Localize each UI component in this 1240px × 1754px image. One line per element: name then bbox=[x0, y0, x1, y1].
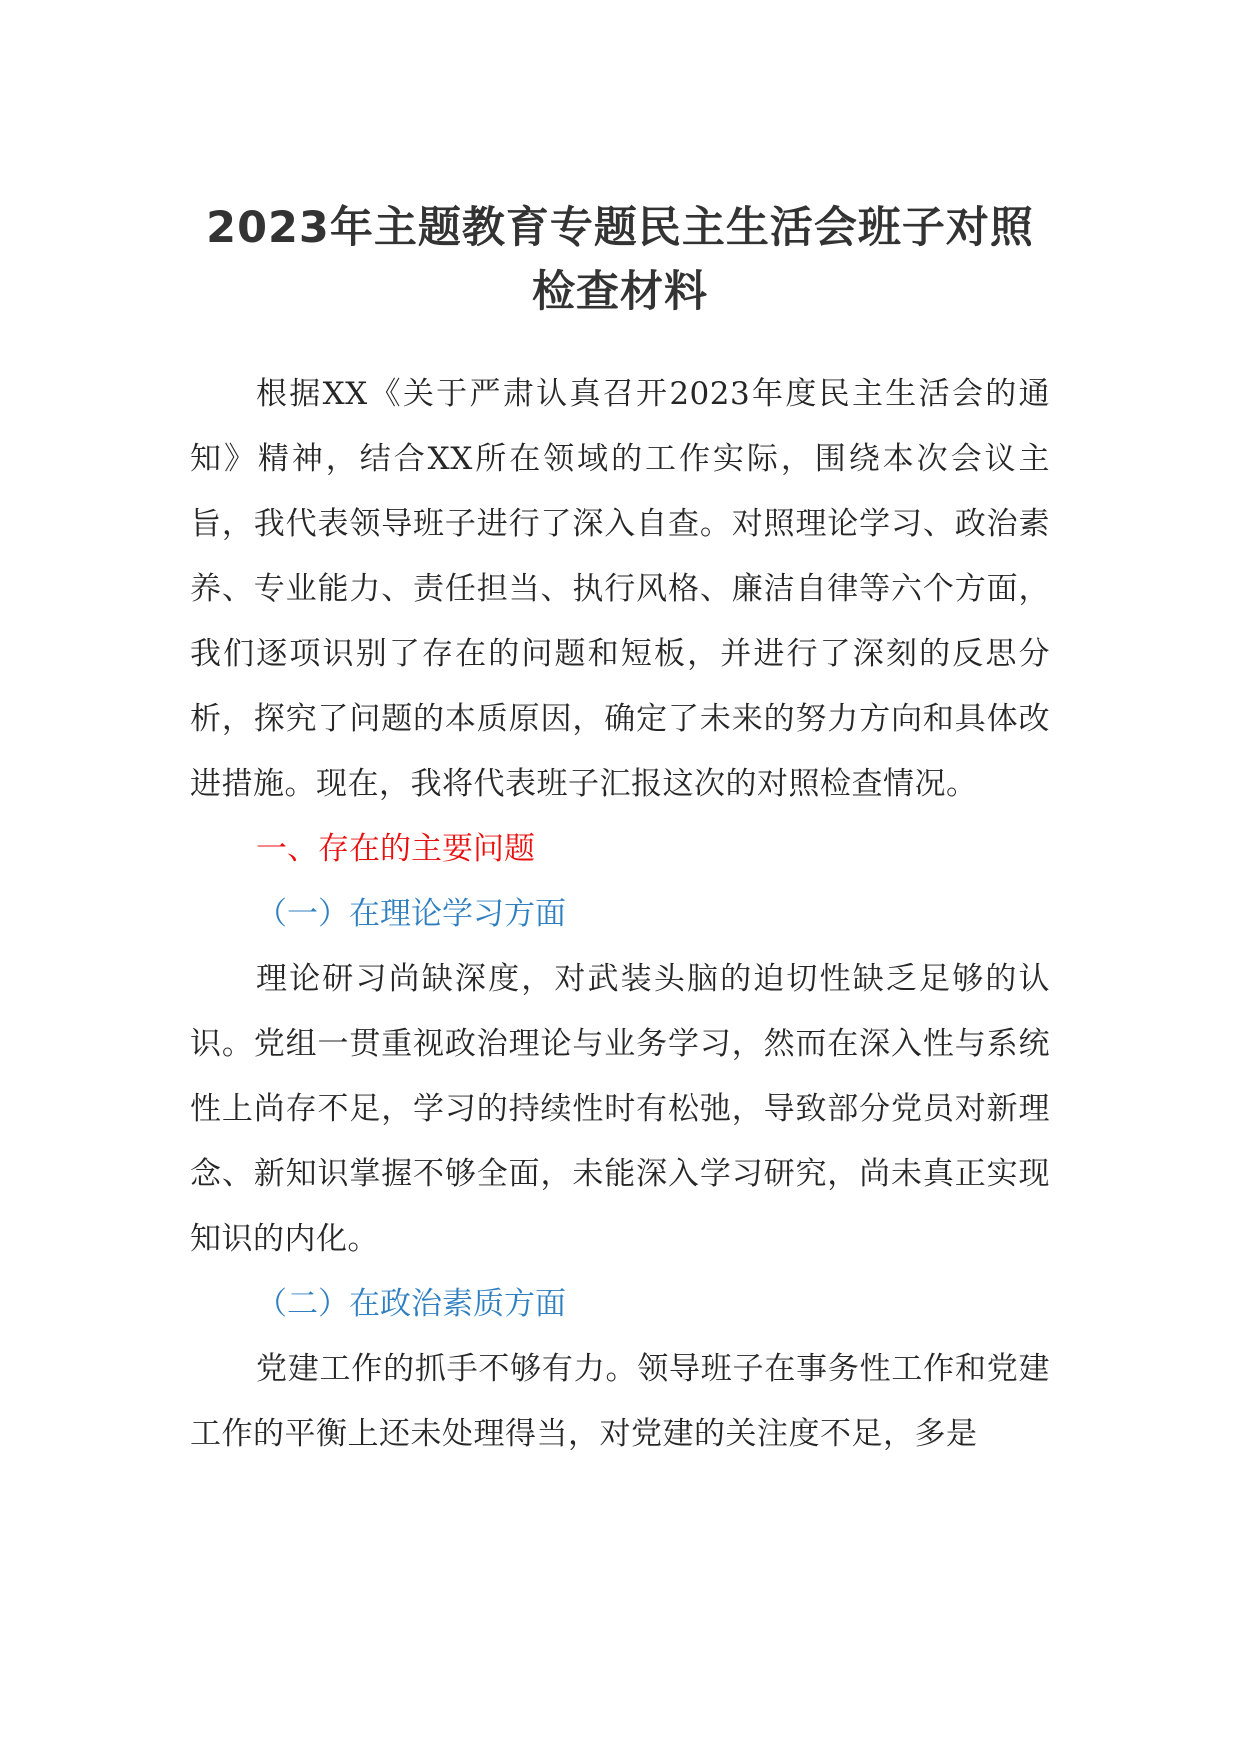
document-body bbox=[190, 362, 1050, 1467]
section-heading-main-problems: 一、存在的主要问题 bbox=[256, 831, 535, 867]
theory-study-paragraph: 理论研习尚缺深度，对武装头脑的迫切性缺乏足够的认识。党组一贯重视政治理论与业务学习，然而在深入性与系统性上尚存不足，学习的持续性时有松弛，导致部分党员对新理念、新知识掌握不够全面，未能深入学习研究，尚未真正实现知识的内化。 bbox=[190, 961, 1050, 1257]
title-line-1: 2023年主题教育专题民主生活会班子对照 bbox=[206, 203, 1034, 253]
subsection-heading-theory-study: （一）在理论学习方面 bbox=[256, 896, 566, 932]
subsection-heading-political-quality: （二）在政治素质方面 bbox=[256, 1286, 566, 1322]
title-line-2: 检查材料 bbox=[532, 267, 708, 317]
document-title bbox=[185, 196, 1055, 324]
political-quality-paragraph: 党建工作的抓手不够有力。领导班子在事务性工作和党建工作的平衡上还未处理得当，对党建的关注度不足，多是 bbox=[190, 1351, 1050, 1452]
intro-paragraph: 根据XX《关于严肃认真召开2023年度民主生活会的通知》精神，结合XX所在领域的工作实际，围绕本次会议主旨，我代表领导班子进行了深入自查。对照理论学习、政治素养、专业能力、责任担当、执行风格、廉洁自律等六个方面，我们逐项识别了存在的问题和短板，并进行了深刻的反思分析，探究了问题的本质原因，确定了未来的努力方向和具体改进措施。现在，我将代表班子汇报这次的对照检查情况。 bbox=[190, 376, 1050, 802]
